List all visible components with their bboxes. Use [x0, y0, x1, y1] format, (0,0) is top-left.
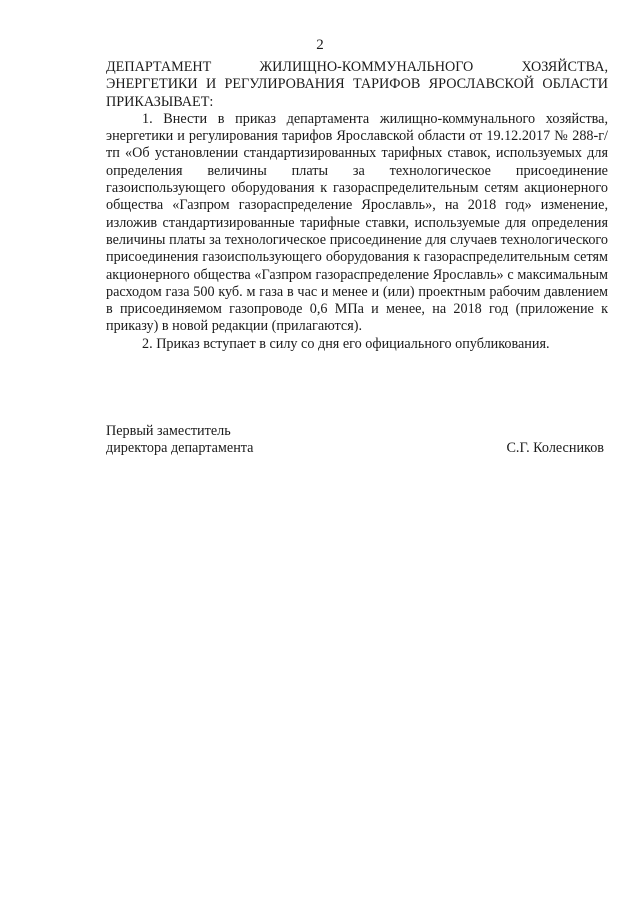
document-body — [106, 59, 608, 353]
signature-title-line2: директора департамента — [106, 440, 254, 457]
signature-line — [106, 440, 604, 457]
paragraph-2: 2. Приказ вступает в силу со дня его официального опубликования. — [142, 335, 550, 352]
page-number: 2 — [316, 37, 324, 53]
paragraph-1: 1. Внести в приказ департамента жилищно-коммунального хозяйства, энергетики и регулирования тарифов Ярославской области от 19.12.2017 № 288-г/тп «Об установлении стандартизированных тарифных ставок, используемых для определения величины платы за технологическое присоединение газоиспользующего оборудования к газораспределительным сетям акционерного общества «Газпром газораспределение Ярославль», на 2018 год» изменение, изложив стандартизированные тарифные ставки, используемые для определения величины платы за технологическое присоединение для случаев технологического присоединения газоиспользующего оборудования к газораспределительным сетям акционерного общества «Газпром газораспределение Ярославль» с максимальным расходом газа 500 куб. м газа в час и менее и (или) проектным рабочим давлением в присоединяемом газопроводе 0,6 МПа и менее, на 2018 год (приложение к приказу) в новой редакции (прилагаются). — [106, 110, 608, 335]
signature-block — [106, 423, 604, 458]
signatory-name: С.Г. Колесников — [506, 440, 604, 457]
signature-title-line1: Первый заместитель — [106, 423, 231, 439]
preamble-text: ДЕПАРТАМЕНТ ЖИЛИЩНО-КОММУНАЛЬНОГО ХОЗЯЙСТВА, ЭНЕРГЕТИКИ И РЕГУЛИРОВАНИЯ ТАРИФОВ ЯРОСЛАВСКОЙ ОБЛАСТИ ПРИКАЗЫВАЕТ: — [106, 59, 608, 110]
